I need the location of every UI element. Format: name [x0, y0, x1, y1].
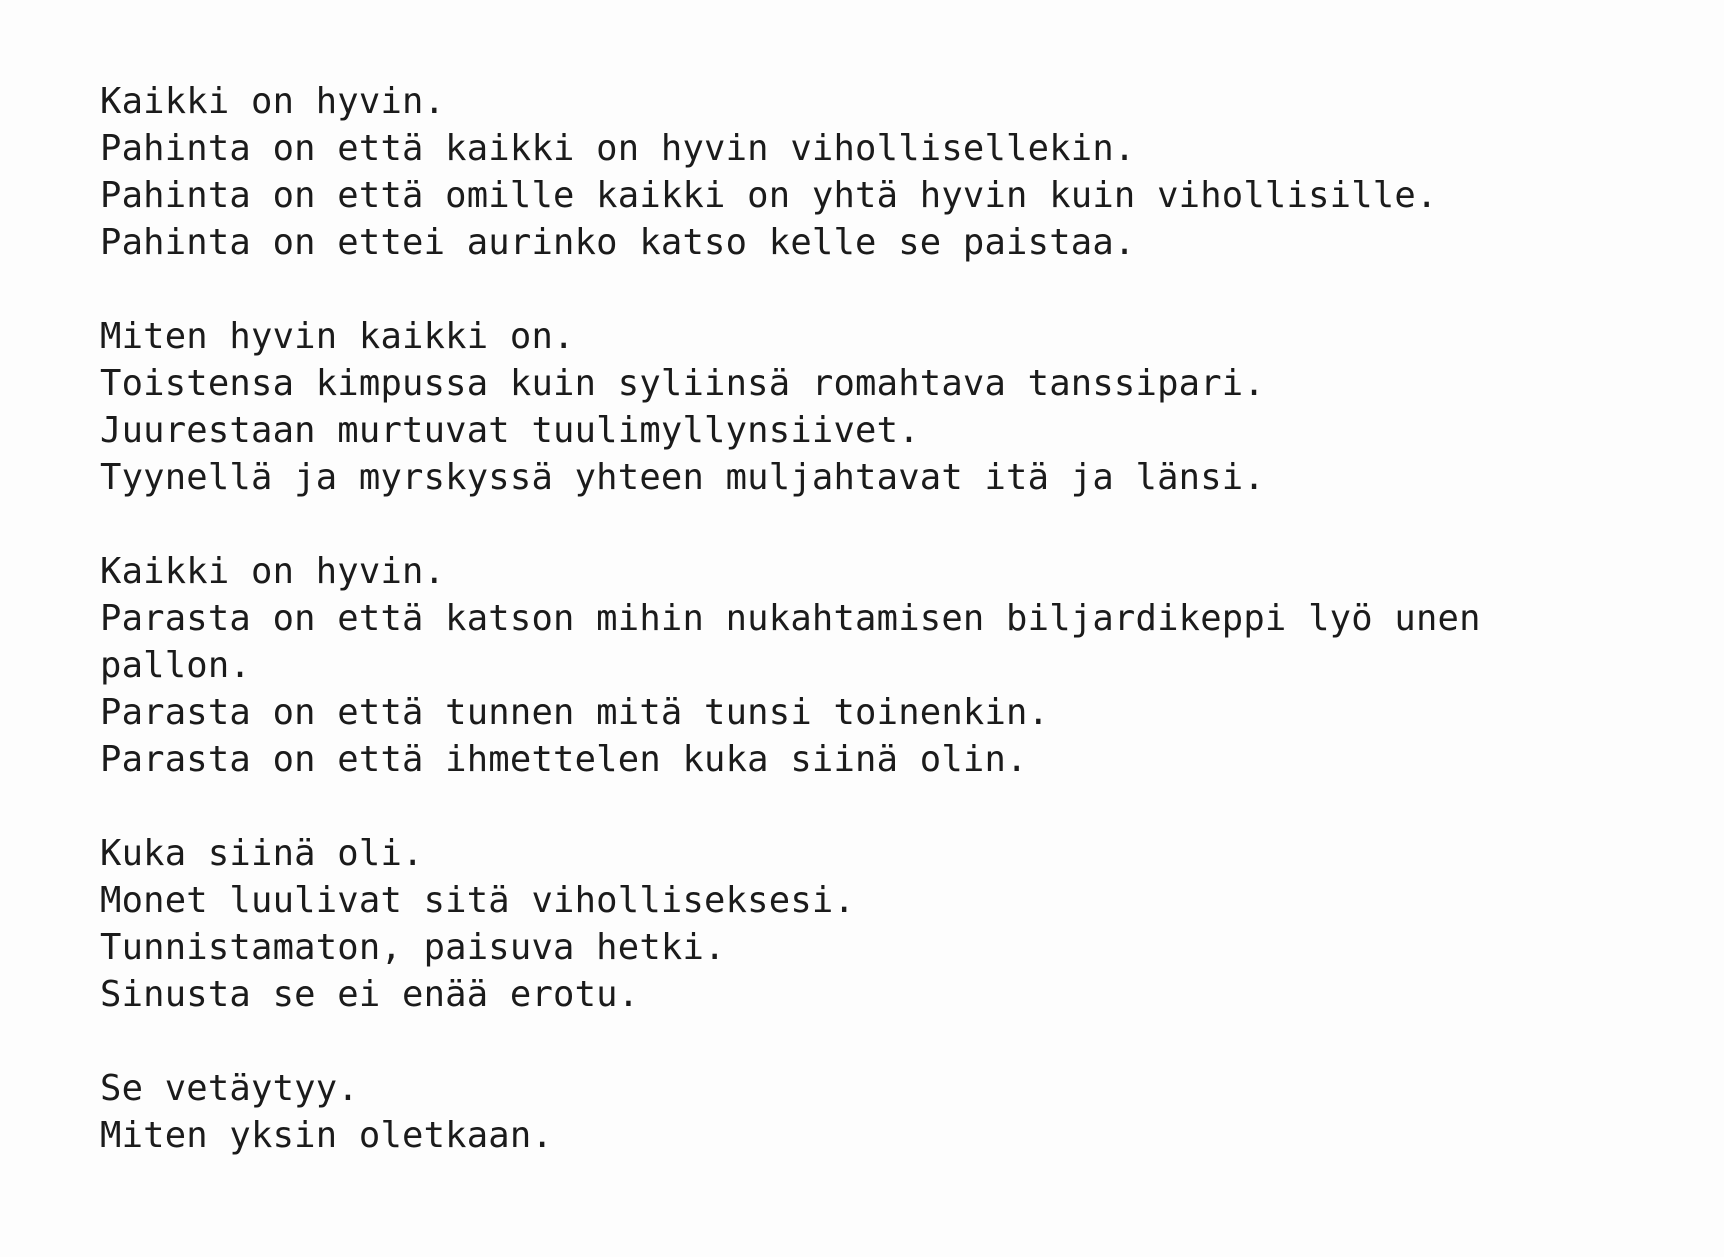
poem-line: Miten hyvin kaikki on. [100, 316, 575, 357]
stanza-5 [100, 1065, 1660, 1159]
poem-line: Tyynellä ja myrskyssä yhteen muljahtavat itä ja länsi. [100, 457, 1265, 498]
poem-text [100, 78, 1660, 1159]
poem-line: Juurestaan murtuvat tuulimyllynsiivet. [100, 410, 920, 451]
stanza-1 [100, 78, 1660, 266]
poem-line: Tunnistamaton, paisuva hetki. [100, 927, 726, 968]
poem-line: Pahinta on että kaikki on hyvin vihollisellekin. [100, 128, 1136, 169]
stanza-2 [100, 313, 1660, 501]
poem-line: Se vetäytyy. [100, 1068, 359, 1109]
poem-line: Miten yksin oletkaan. [100, 1115, 554, 1156]
poem-line: Kuka siinä oli. [100, 833, 424, 874]
poem-line: Kaikki on hyvin. [100, 551, 446, 592]
poem-line: Toistensa kimpussa kuin syliinsä romahtava tanssipari. [100, 363, 1265, 404]
poem-line: Parasta on että tunnen mitä tunsi toinenkin. [100, 692, 1050, 733]
poem-line: Monet luulivat sitä viholliseksesi. [100, 880, 856, 921]
poem-line: Pahinta on että omille kaikki on yhtä hyvin kuin vihollisille. [100, 175, 1438, 216]
stanza-3 [100, 548, 1660, 783]
poem-line: Pahinta on ettei aurinko katso kelle se paistaa. [100, 222, 1136, 263]
poem-line: Parasta on että katson mihin nukahtamisen biljardikeppi lyö unen pallon. [100, 598, 1503, 686]
poem-line: Kaikki on hyvin. [100, 81, 446, 122]
poem-line: Parasta on että ihmettelen kuka siinä olin. [100, 739, 1028, 780]
poem-line: Sinusta se ei enää erotu. [100, 974, 640, 1015]
stanza-4 [100, 830, 1660, 1018]
